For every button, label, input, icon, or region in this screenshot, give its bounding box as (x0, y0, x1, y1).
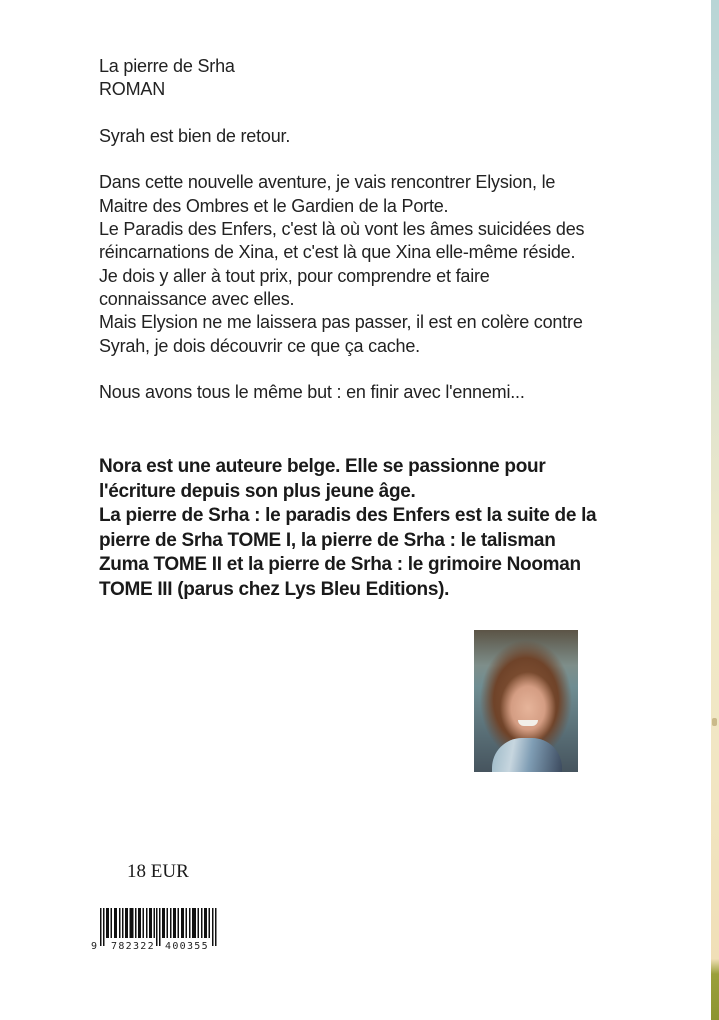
photo-smile (518, 720, 538, 726)
synopsis-line: Dans cette nouvelle aventure, je vais rencontrer Elysion, le (99, 172, 556, 193)
book-genre: ROMAN (99, 79, 165, 100)
price-label: 18 EUR (127, 861, 189, 882)
synopsis-line: connaissance avec elles. (99, 288, 295, 309)
bio-line: l'écriture depuis son plus jeune âge. (99, 480, 416, 502)
spine-decoration (712, 718, 717, 726)
bio-line: pierre de Srha TOME I, la pierre de Srha : le talisman (99, 529, 556, 551)
synopsis-block (99, 55, 639, 404)
book-title: La pierre de Srha (99, 56, 235, 76)
synopsis-line: Mais Elysion ne me laissera pas passer, il est en colère contre (99, 312, 583, 333)
barcode-left-digits: 782322 (111, 941, 155, 952)
synopsis-closing: Nous avons tous le même but : en finir avec l'ennemi... (99, 382, 525, 403)
isbn-barcode (89, 908, 224, 952)
photo-scarf (492, 738, 562, 772)
barcode-right-digits: 400355 (165, 941, 209, 952)
bio-line: La pierre de Srha : le paradis des Enfers est la suite de la (99, 505, 597, 526)
bio-line: TOME III (parus chez Lys Bleu Editions). (99, 578, 450, 600)
tagline: Syrah est bien de retour. (99, 125, 291, 146)
barcode-lead-digit: 9 (91, 941, 99, 952)
synopsis-line: réincarnations de Xina, et c'est là que Xina elle-même réside. (99, 242, 576, 263)
book-spine-edge (711, 0, 719, 1020)
synopsis-line: Maitre des Ombres et le Gardien de la Porte. (99, 195, 449, 216)
bio-line: Nora est une auteure belge. Elle se passionne pour (99, 456, 546, 477)
author-photo (474, 630, 578, 772)
synopsis-line: Je dois y aller à tout prix, pour comprendre et faire (99, 265, 490, 286)
synopsis-line: Syrah, je dois découvrir ce que ça cache. (99, 335, 420, 356)
synopsis-line: Le Paradis des Enfers, c'est là où vont les âmes suicidées des (99, 219, 585, 240)
author-bio (99, 455, 639, 602)
bio-line: Zuma TOME II et la pierre de Srha : le grimoire Nooman (99, 554, 581, 575)
